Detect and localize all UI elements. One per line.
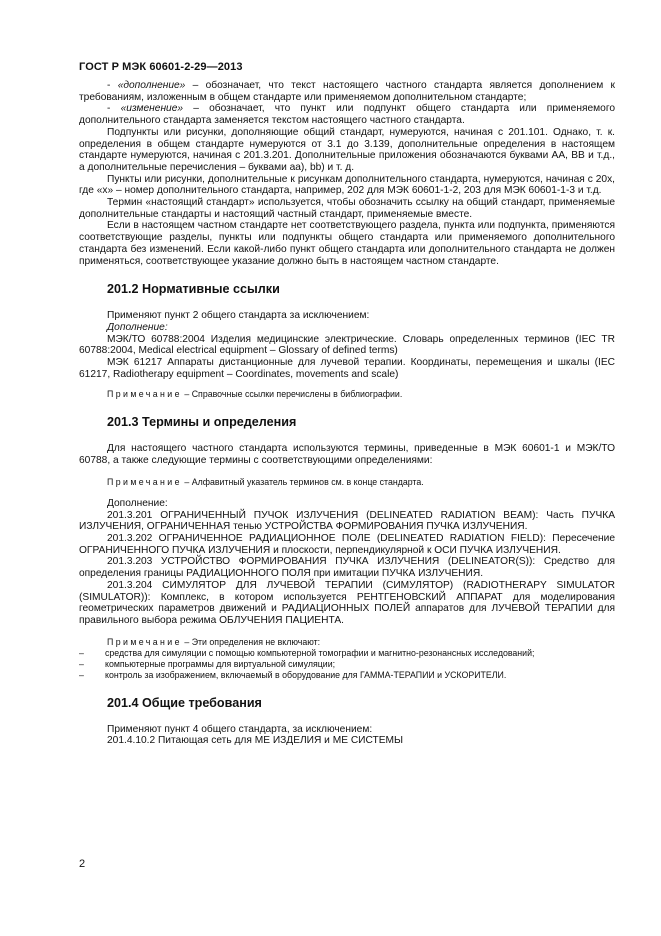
note-list-item [79, 670, 615, 681]
definition-201-3-203: 201.3.203 УСТРОЙСТВО ФОРМИРОВАНИЯ ПУЧКА ИЗЛУЧЕНИЯ (DELINEATOR(S)): Средство для определения границы РАДИАЦИОННОГО ПОЛЯ при имитации ПУЧКА ИЗЛУЧЕНИЯ. [79, 556, 615, 580]
paragraph-numbering: Подпункты или рисунки, дополняющие общий стандарт, нумеруются, начиная с 201.101. Однако, т. к. определения в общем стандарте нумеруются от 3.1 до 3.139, дополнительные определения в настоящем стандарте нумеруются, начиная с 201.3.201. Дополнительные приложения обозначаются буквами AA, BB и т.д., а дополнительные перечисления – буквами aa), bb) и т. д. [79, 126, 615, 173]
note-text: – Эти определения не включают: [181, 636, 321, 647]
s2012-ref-61217: МЭК 61217 Аппараты дистанционные для лучевой терапии. Координаты, перемещения и шкалы (IEC 61217, Radiotherapy equipment – Coordinates, movements and scale) [79, 357, 615, 380]
page-number: 2 [79, 858, 86, 870]
note-text: – Алфавитный указатель терминов см. в конце стандарта. [181, 476, 424, 487]
definition-201-3-204: 201.3.204 СИМУЛЯТОР ДЛЯ ЛУЧЕВОЙ ТЕРАПИИ (СИМУЛЯТОР) (RADIOTHERAPY SIMULATOR (SIMULATOR)): Комплекс, в котором используется РЕНТГЕНОВСКИЙ АППАРАТ для моделирования геометрических параметров движений и РАДИАЦИОННЫХ ПОЛЕЙ аппаратов для ЛУЧЕВОЙ ТЕРАПИИ для правильного выбора режима ОБЛУЧЕНИЯ ПАЦИЕНТА. [79, 579, 615, 626]
paragraph-term-usage: Термин «настоящий стандарт» используется, чтобы обозначить ссылку на общий стандарт, применяемые дополнительные стандарты и настоящий частный стандарт, применяемые вместе. [79, 197, 615, 220]
definition-addition-text: – обозначает, что текст настоящего частного стандарта является дополнением к требованиям, изложенным в общем стандарте или применяемом дополнительном стандарте; [79, 80, 615, 103]
dash-marker: – [79, 669, 84, 680]
note-list-item-text: средства для симуляции с помощью компьютерной томографии и магнитно-резонансных исследований; [105, 647, 535, 658]
note-list-item [79, 648, 615, 659]
term-addition: «дополнение» [117, 80, 186, 91]
s2012-ref-60788: МЭК/ТО 60788:2004 Изделия медицинские электрические. Словарь определенных терминов (IEC TR 60788:2004, Medical electrical equipment – Glossary of defined terms) [79, 333, 615, 357]
definition-201-3-202: 201.3.202 ОГРАНИЧЕННОЕ РАДИАЦИОННОЕ ПОЛЕ (DELINEATED RADIATION FIELD): Пересечение ОГРАНИЧЕННОГО ПУЧКА ИЗЛУЧЕНИЯ и плоскости, перпендикулярной к ОСИ ПУЧКА ИЗЛУЧЕНИЯ. [79, 532, 615, 556]
note-label: Примечание [107, 389, 182, 400]
definition-change: - «изменение» – обозначает, что пункт или подпункт общего стандарта или применяемого дополнительного стандарта заменяется текстом настоящего частного стандарта. [79, 103, 615, 127]
term-change: «изменение» [120, 103, 184, 115]
note-text: – Справочные ссылки перечислены в библиографии. [181, 389, 403, 400]
page-content [79, 80, 615, 747]
s2013-note-2 [79, 637, 615, 648]
document-header: ГОСТ Р МЭК 60601-2-29—2013 [79, 61, 243, 73]
s2012-note [79, 389, 615, 400]
s2013-addition-label: Дополнение: [107, 497, 168, 509]
paragraph-figures: Пункты или рисунки, дополнительные к рисункам дополнительного стандарта, нумеруются, начиная с 20х, где «х» – номер дополнительного стандарта, например, 202 для МЭК 60601-1-2, 203 для МЭК 60601-1-3 и т.д. [79, 173, 615, 197]
section-title-201-2: 201.2 Нормативные ссылки [107, 282, 280, 297]
dash-marker: – [79, 647, 84, 658]
s2014-intro: Применяют пункт 4 общего стандарта, за исключением: [107, 723, 373, 735]
definition-addition: - «дополнение» – обозначает, что текст настоящего частного стандарта является дополнением к требованиям, изложенным в общем стандарте или применяемом дополнительном стандарте; [79, 80, 615, 103]
note-list-item [79, 659, 615, 670]
note-label: Примечание [107, 476, 182, 487]
section-title-201-3: 201.3 Термины и определения [107, 415, 297, 430]
section-title-201-4: 201.4 Общие требования [107, 695, 262, 710]
s2012-addition-label: Дополнение: [107, 321, 168, 333]
definition-change-text: – обозначает, что пункт или подпункт общего стандарта или применяемого дополнительного стандарта заменяется текстом настоящего частного стандарта. [79, 103, 615, 127]
s2013-note [79, 477, 615, 488]
note-label: Примечание [107, 636, 182, 647]
note-list-item-text: контроль за изображением, включаемый в оборудование для ГАММА-ТЕРАПИИ и УСКОРИТЕЛИ. [105, 669, 507, 680]
definition-201-3-201: 201.3.201 ОГРАНИЧЕННЫЙ ПУЧОК ИЗЛУЧЕНИЯ (DELINEATED RADIATION BEAM): Часть ПУЧКА ИЗЛУЧЕНИЯ, ОГРАНИЧЕННАЯ тенью УСТРОЙСТВА ФОРМИРОВАНИЯ ПУЧКА ИЗЛУЧЕНИЯ. [79, 509, 615, 533]
s2013-intro: Для настоящего частного стандарта используются термины, приведенные в МЭК 60601-1 и МЭК/ТО 60788, а также следующие термины с соответствующими определениями: [79, 443, 615, 467]
s2014-subclause: 201.4.10.2 Питающая сеть для МЕ ИЗДЕЛИЯ и МЕ СИСТЕМЫ [107, 735, 404, 747]
dash-marker: – [79, 658, 84, 669]
note-list-item-text: компьютерные программы для виртуальной симуляции; [105, 658, 336, 669]
s2012-intro: Применяют пункт 2 общего стандарта за исключением: [107, 310, 370, 322]
paragraph-applicability: Если в настоящем частном стандарте нет соответствующего раздела, пункта или подпункта, применяются соответствующие разделы, пункты или подпункты общего стандарта или применяемого дополнительного стандарта без изменений. Если какой-либо пункт общего стандарта или дополнительного стандарта не должен применяться, соответствующее указание должно быть в настоящем частном стандарте. [79, 220, 615, 267]
